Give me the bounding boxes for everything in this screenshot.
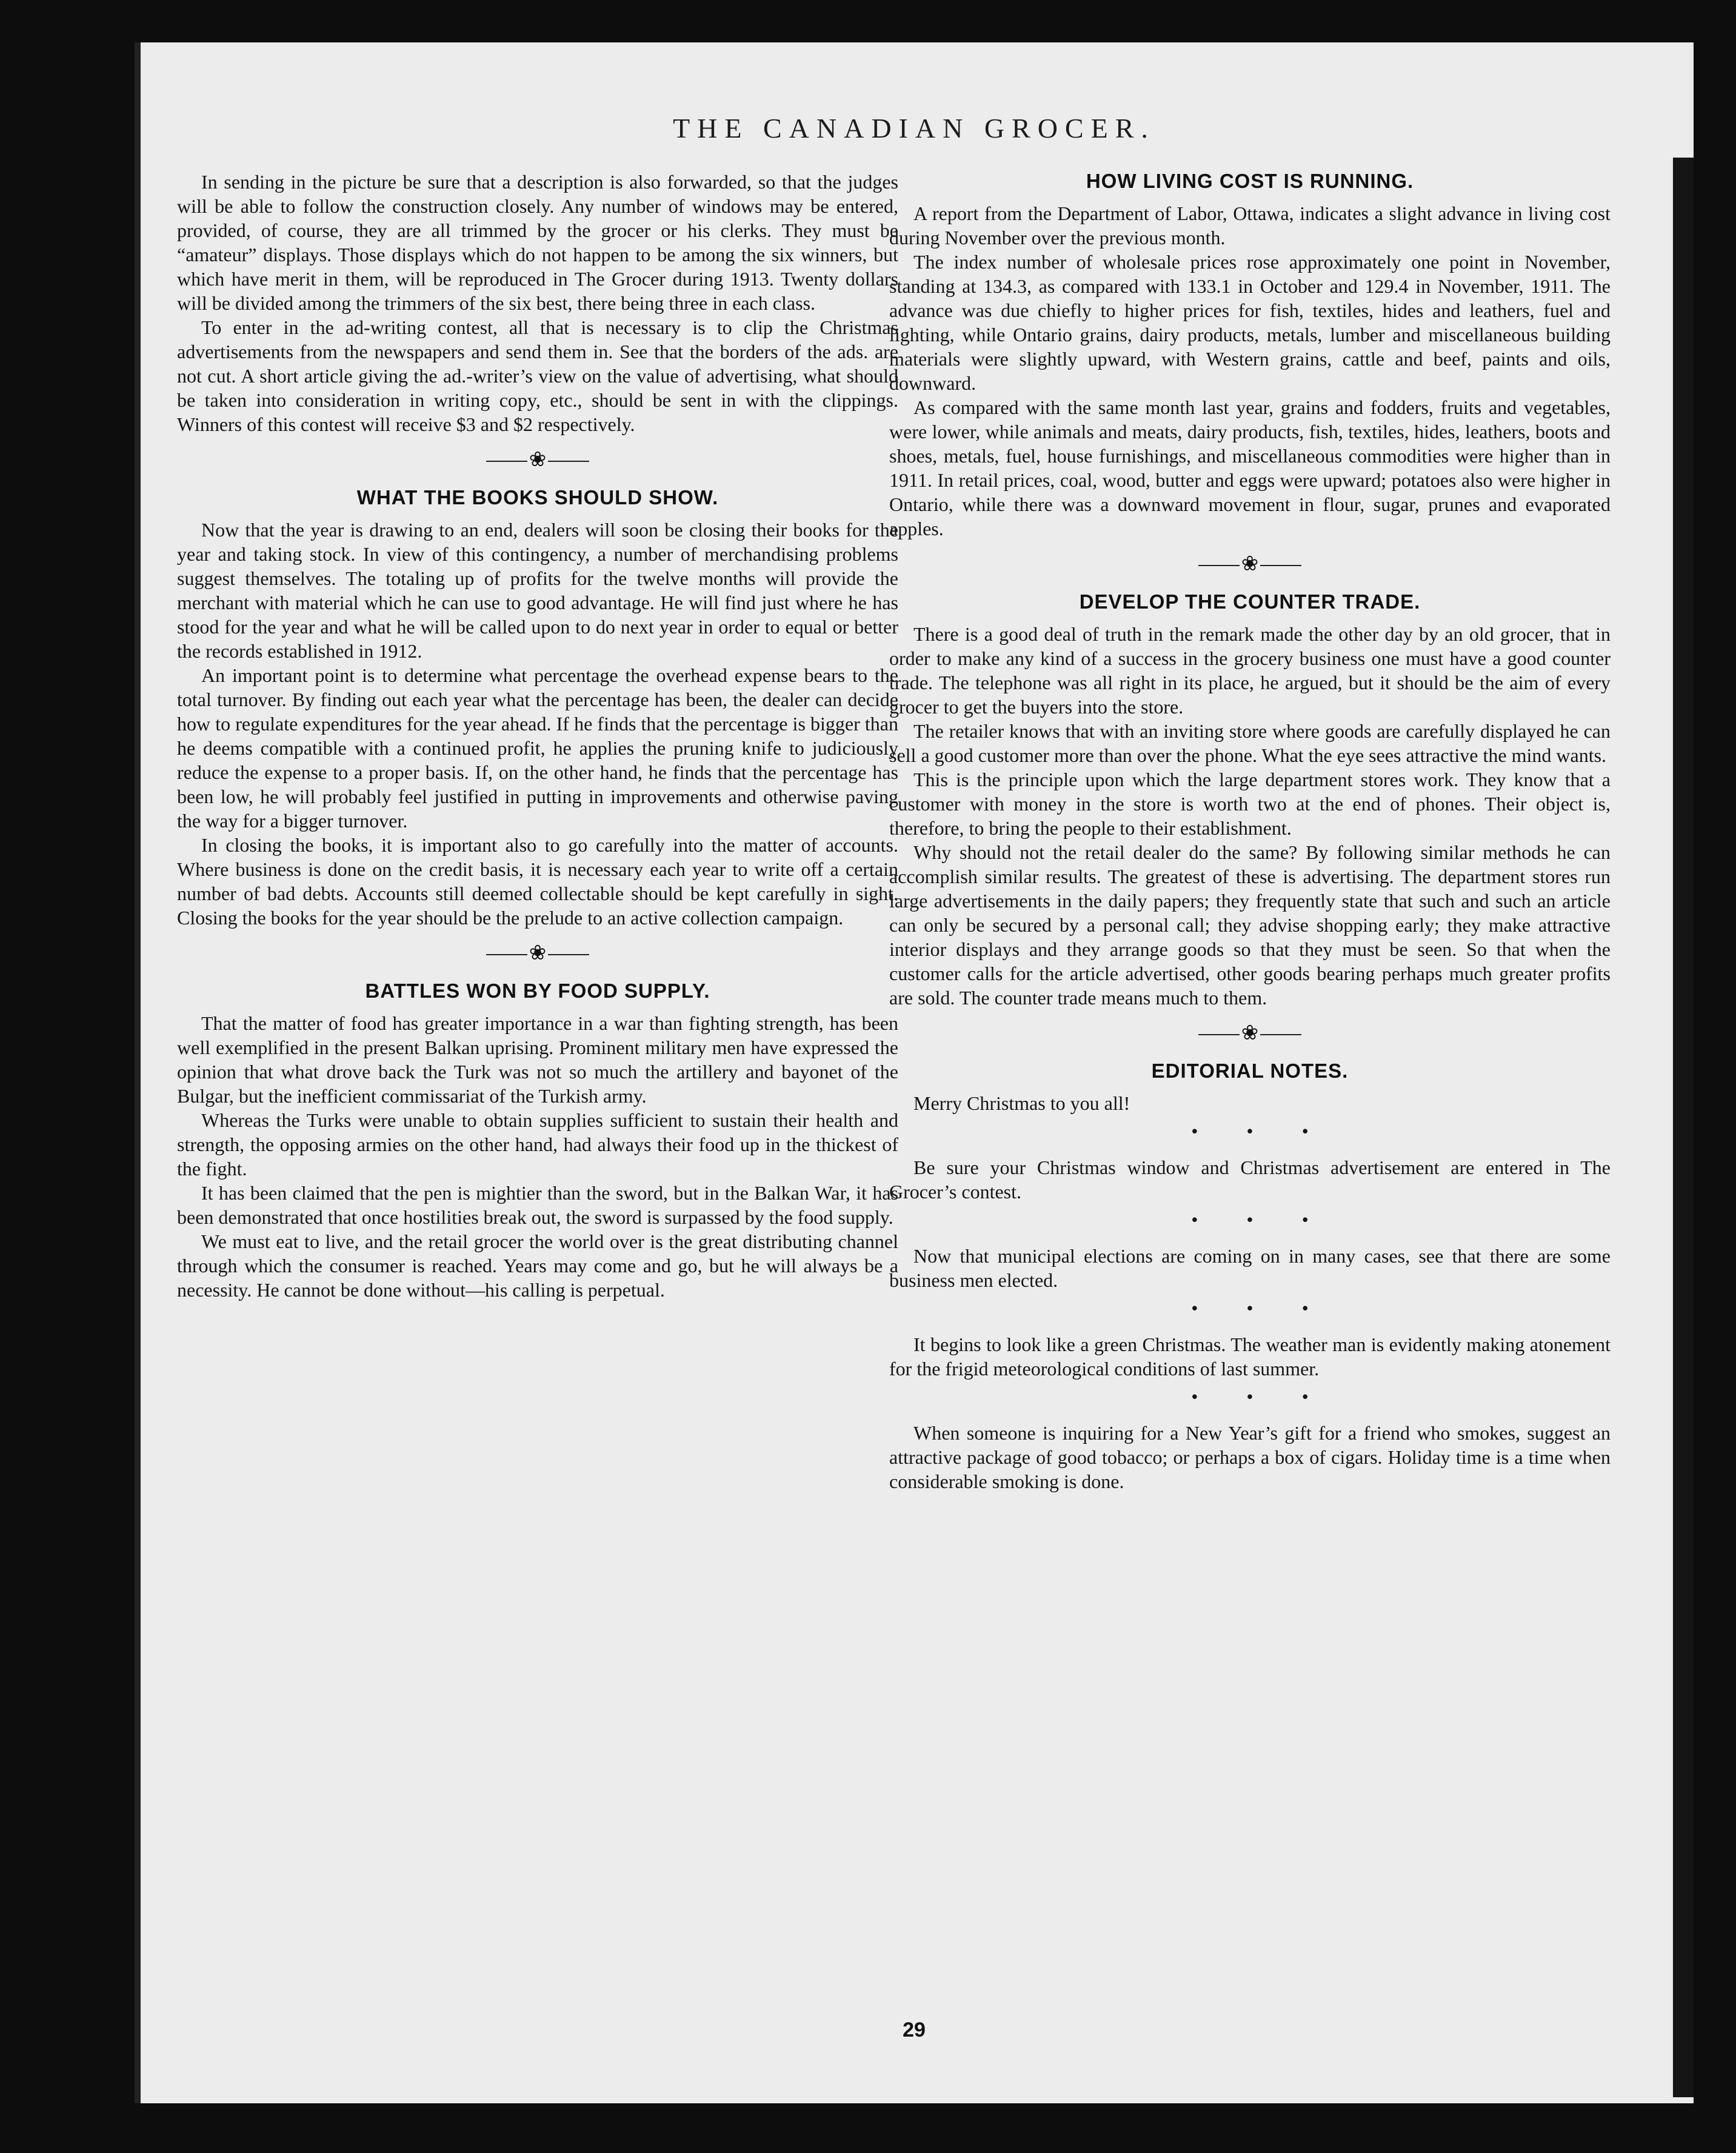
editorial-note: Now that municipal elections are coming on in many cases, see that there are some business men elected. bbox=[889, 1245, 1611, 1291]
scanned-page bbox=[135, 42, 1694, 2103]
page-left-shadow bbox=[135, 42, 141, 2103]
paragraph: Why should not the retail dealer do the same? By following similar methods he can accomplish similar results. The greatest of these is advertising. The department stores run large advertisements in the daily papers; they frequently state that such and such an article can only be secured by a personal call; they advise shopping early; they make attractive interior displays and they arrange goods so that they must be seen. So that when the customer calls for the article advertised, other goods bearing perhaps much greater profits are sold. The counter trade means much to them. bbox=[889, 841, 1611, 1009]
editorial-note: Merry Christmas to you all! bbox=[913, 1092, 1130, 1114]
paragraph: To enter in the ad-writing contest, all that is necessary is to clip the Christmas advertisements from the newspapers and send them in. See that the borders of the ads. are not cut. A short article giving the ad.-writer’s view on the value of advertising, what should be taken into consideration in writing copy, etc., should be sent in with the clippings. Winners of this contest will receive $3 and $2 respectively. bbox=[177, 316, 898, 435]
ornament-icon: ❀ bbox=[1240, 554, 1260, 575]
note-separator: • • • bbox=[1191, 1120, 1330, 1142]
paragraph: As compared with the same month last year, grains and fodders, fruits and vegetables, were lower, while animals and meats, dairy products, fish, textiles, hides, leathers, boots and shoes, metals, fuel, house furnishings, and miscellaneous commodities were higher than in 1911. In retail prices, coal, wood, butter and eggs were upward; potatoes also were higher in Ontario, while there was a downward movement in flour, sugar, prunes and evaporated apples. bbox=[889, 396, 1611, 539]
left-column bbox=[177, 170, 898, 1302]
paragraph: There is a good deal of truth in the remark made the other day by an old grocer, that in order to make any kind of a success in the grocery business one must have a good counter trade. The telephone was all right in its place, he argued, but it should be the aim of every grocer to get the buyers into the store. bbox=[889, 623, 1611, 718]
paragraph: In sending in the picture be sure that a description is also forwarded, so that the judges will be able to follow the construction closely. Any number of windows may be entered, provided, of course, they are all trimmed by the grocer or his clerks. They must be “amateur” displays. Those displays which do not happen to be among the six winners, but which have merit in them, will be reproduced in The Grocer during 1913. Twenty dollars will be divided among the trimmers of the six best, there being three in each class. bbox=[177, 171, 898, 314]
ornament-icon: ❀ bbox=[527, 450, 548, 470]
ornament-icon: ❀ bbox=[1240, 1023, 1260, 1044]
note-separator: • • • bbox=[1191, 1209, 1330, 1230]
section-heading: WHAT THE BOOKS SHOULD SHOW. bbox=[356, 486, 719, 509]
paragraph: This is the principle upon which the large department stores work. They know that a customer with money in the store is worth two at the end of phones. Their object is, therefore, to bring the people to their establishment. bbox=[889, 769, 1611, 839]
paragraph: That the matter of food has greater importance in a war than fighting strength, has been well exemplified in the present Balkan uprising. Prominent military men have expressed the opinion that what drove back the Turk was not so much the artillery and bayonet of the Bulgar, but the inefficient commissariat of the Turkish army. bbox=[177, 1012, 898, 1107]
paragraph: It has been claimed that the pen is mightier than the sword, but in the Balkan War, it has been demonstrated that once hostilities break out, the sword is surpassed by the food supply. bbox=[177, 1182, 898, 1228]
paragraph: The retailer knows that with an inviting store where goods are carefully displayed he can sell a good customer more than over the phone. What the eye sees attractive the mind wants. bbox=[889, 720, 1611, 766]
running-head: THE CANADIAN GROCER. bbox=[673, 113, 1155, 144]
paragraph: Whereas the Turks were unable to obtain supplies sufficient to sustain their health and strength, the opposing armies on the other hand, had always their food up in the thickest of the fight. bbox=[177, 1109, 898, 1180]
paragraph: The index number of wholesale prices rose approximately one point in November, standing at 134.3, as compared with 133.1 in October and 129.4 in November, 1911. The advance was due chiefly to higher prices for fish, textiles, hides and leathers, fuel and lighting, while Ontario grains, dairy products, metals, lumber and miscellaneous building materials were slightly upward, with Western grains, cattle and beef, paints and oils, downward. bbox=[889, 251, 1611, 394]
section-heading: BATTLES WON BY FOOD SUPPLY. bbox=[365, 980, 710, 1002]
paragraph: We must eat to live, and the retail grocer the world over is the great distributing channel through which the consumer is reached. Years may come and go, but he will always be a necessity. He cannot be done without—his calling is perpetual. bbox=[177, 1230, 898, 1301]
note-separator: • • • bbox=[1191, 1386, 1330, 1407]
section-ornament bbox=[889, 541, 1611, 590]
section-heading: EDITORIAL NOTES. bbox=[1151, 1060, 1349, 1082]
editorial-note: Be sure your Christmas window and Christmas advertisement are entered in The Grocer’s contest. bbox=[889, 1157, 1611, 1203]
right-column bbox=[889, 170, 1611, 1494]
section-ornament bbox=[889, 1010, 1611, 1060]
section-ornament bbox=[177, 930, 898, 980]
note-separator: • • • bbox=[1191, 1297, 1330, 1319]
paragraph: An important point is to determine what percentage the overhead expense bears to the total turnover. By finding out each year what the percentage has been, the dealer can decide how to regulate expenditures for the year ahead. If he finds that the percentage is bigger than he deems compatible with a continued profit, he applies the pruning knife to judiciously reduce the expense to a proper basis. If, on the other hand, he finds that the percentage has been low, he will probably feel justified in putting in improvements and otherwise paving the way for a bigger turnover. bbox=[177, 664, 898, 832]
page-right-shadow bbox=[1673, 158, 1694, 2097]
editorial-note: It begins to look like a green Christmas. The weather man is evidently making atonement for the frigid meteorological conditions of last summer. bbox=[889, 1334, 1611, 1380]
paragraph: Now that the year is drawing to an end, dealers will soon be closing their books for the year and taking stock. In view of this contingency, a number of merchandising problems suggest themselves. The totaling up of profits for the twelve months will provide the merchant with material which he can use to good advantage. He will find just where he has stood for the year and what he will be called upon to do next year in order to equal or better the records established in 1912. bbox=[177, 519, 898, 662]
page-number: 29 bbox=[903, 2018, 926, 2041]
ornament-icon: ❀ bbox=[527, 943, 548, 964]
paragraph: In closing the books, it is important also to go carefully into the matter of accounts. Where business is done on the credit basis, it is necessary each year to write off a certain number of bad debts. Accounts still deemed collectable should be kept carefully in sight. Closing the books for the year should be the prelude to an active collection campaign. bbox=[177, 834, 898, 929]
section-heading: HOW LIVING COST IS RUNNING. bbox=[1086, 170, 1414, 192]
section-ornament bbox=[177, 436, 898, 486]
section-heading: DEVELOP THE COUNTER TRADE. bbox=[1079, 590, 1421, 613]
editorial-note: When someone is inquiring for a New Year’s gift for a friend who smokes, suggest an attractive package of good tobacco; or perhaps a box of cigars. Holiday time is a time when considerable smoking is done. bbox=[889, 1422, 1611, 1492]
paragraph: A report from the Department of Labor, Ottawa, indicates a slight advance in living cost during November over the previous month. bbox=[889, 202, 1611, 249]
